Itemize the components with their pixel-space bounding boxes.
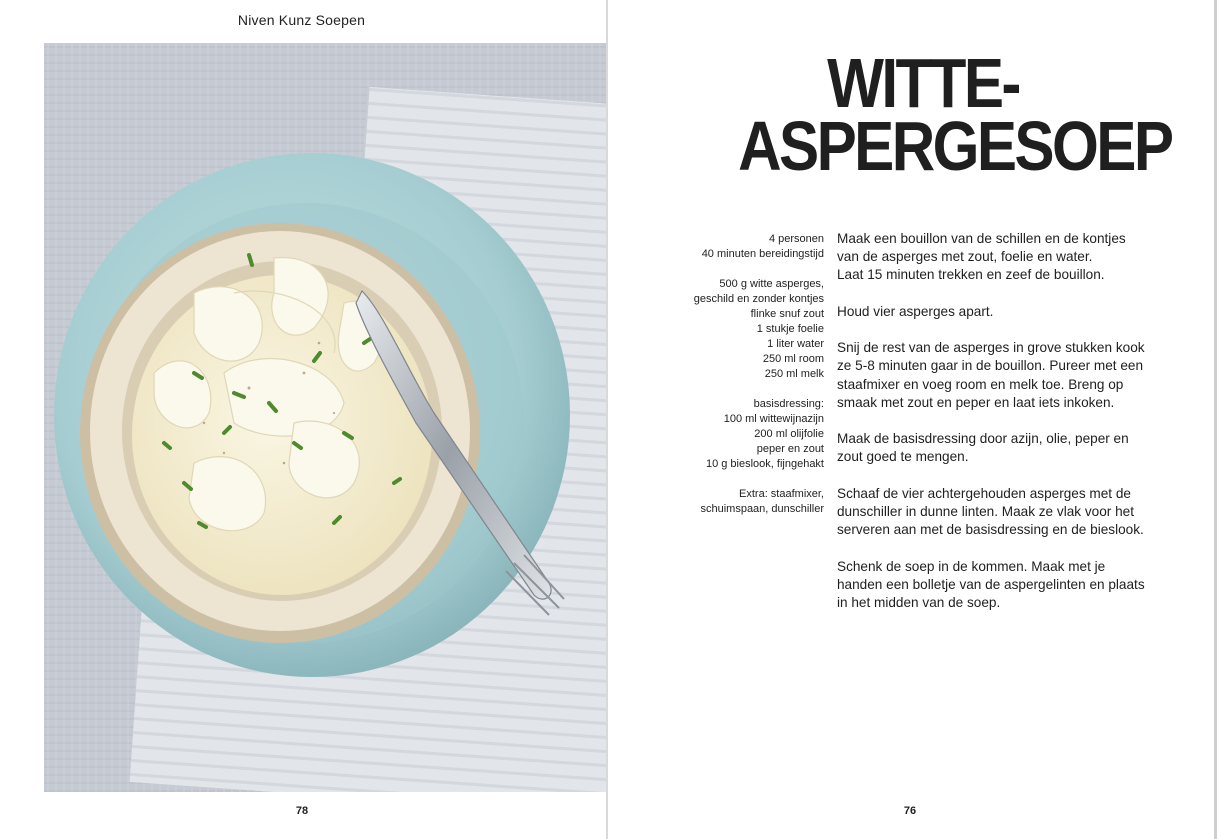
instruction-line: Maak een bouillon van de schillen en de kontjes [837, 231, 1126, 246]
instruction-line: Maak de basisdressing door azijn, olie, peper en [837, 431, 1129, 447]
instruction-step-3 [837, 339, 1187, 412]
recipe-title [738, 44, 1172, 185]
instruction-line: smaak met zout en peper en laat iets inkoken. [837, 394, 1115, 410]
instruction-line: staafmixer en voeg room en melk toe. Breng op [837, 376, 1124, 392]
instruction-step-5 [837, 485, 1187, 540]
right-page [608, 0, 1217, 839]
instruction-line: handen een bolletje van de aspergelinten en plaats [837, 576, 1145, 592]
soup-photo [44, 43, 606, 792]
ingredients-sidebar [648, 232, 824, 532]
equipment-line: Extra: staafmixer, [739, 488, 824, 500]
left-page [0, 0, 607, 839]
dressing-line: 100 ml wittewijnazijn [723, 413, 824, 425]
ingredient-line: geschild en zonder kontjes [693, 293, 824, 305]
instruction-step-6 [837, 558, 1187, 613]
book-running-header: Niven Kunz Soepen [237, 12, 366, 28]
servings-block [648, 232, 824, 262]
instruction-step-4 [837, 430, 1187, 466]
equipment-line: schuimspaan, dunschiller [700, 503, 824, 515]
servings-line: 4 personen [768, 233, 824, 245]
equipment-block [648, 487, 824, 517]
instruction-line: Schaaf de vier achtergehouden asperges met de [837, 485, 1131, 501]
instruction-line: van de asperges met zout, foelie en water. [837, 249, 1093, 265]
prep-time-line: 40 minuten bereidingstijd [701, 248, 824, 260]
instruction-line: Snij de rest van de asperges in grove stukken kook [837, 340, 1145, 356]
dressing-line: 10 g bieslook, fijngehakt [705, 458, 824, 470]
recipe-instructions [837, 230, 1187, 630]
instruction-line: Houd vier asperges apart. [837, 303, 994, 319]
recipe-title-line-1: WITTE- [827, 44, 1019, 122]
ingredient-line: 500 g witte asperges, [719, 278, 824, 290]
ingredient-line: 250 ml melk [764, 368, 824, 380]
instruction-line: ze 5-8 minuten gaar in de bouillon. Pureer met een [837, 358, 1144, 374]
ingredient-line: 250 ml room [762, 353, 824, 365]
dressing-block [648, 397, 824, 472]
ingredient-line: 1 stukje foelie [756, 323, 824, 335]
page-number-left: 78 [295, 805, 309, 817]
instruction-line: Schenk de soep in de kommen. Maak met je [837, 558, 1106, 574]
ingredient-line: flinke snuf zout [750, 308, 824, 320]
page-number-right: 76 [903, 805, 917, 817]
instruction-line: Laat 15 minuten trekken en zeef de bouillon. [837, 267, 1105, 283]
dressing-heading: basisdressing: [753, 398, 824, 410]
ingredients-block [648, 277, 824, 382]
instruction-line: zout goed te mengen. [837, 449, 969, 465]
recipe-title-line-2: ASPERGESOEP [738, 107, 1172, 185]
dressing-line: peper en zout [756, 443, 824, 455]
instruction-line: dunschiller in dunne linten. Maak ze vlak voor het [837, 503, 1134, 519]
instruction-step-2 [837, 303, 1187, 321]
instruction-line: serveren aan met de basisdressing en de bieslook. [837, 522, 1144, 538]
dressing-line: 200 ml olijfolie [754, 428, 824, 440]
instruction-step-1 [837, 230, 1187, 285]
ingredient-line: 1 liter water [767, 338, 824, 350]
instruction-line: in het midden van de soep. [837, 594, 1001, 610]
